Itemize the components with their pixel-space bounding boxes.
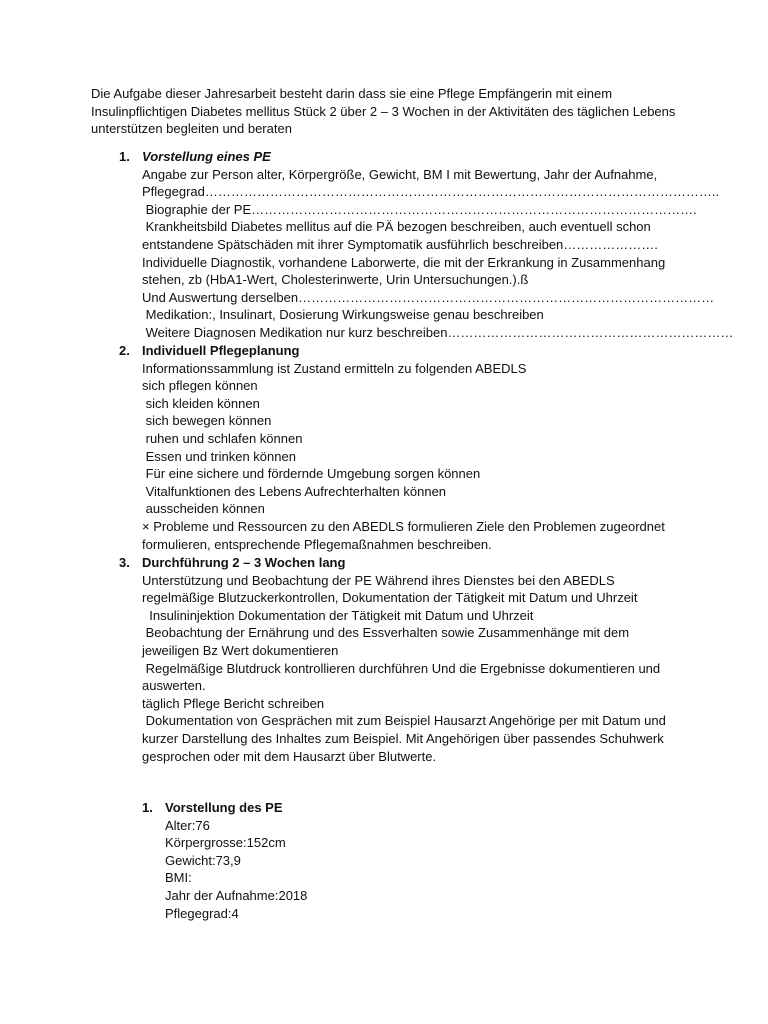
section-title: Durchführung 2 – 3 Wochen lang (142, 555, 346, 570)
section-line: jeweiligen Bz Wert dokumentieren (142, 642, 339, 658)
section-line: regelmäßige Blutzuckerkontrollen, Dokumentation der Tätigkeit mit Datum und Uhrzeit (142, 590, 638, 606)
section-line: Pflegegrad……………………………………………………………………………………………………….. (142, 184, 720, 200)
section-line: sich kleiden können (142, 395, 260, 411)
section-line: Krankheitsbild Diabetes mellitus auf die PÄ bezogen beschreiben, auch eventuell schon (142, 219, 651, 235)
patient-height: Körpergrosse:152cm (165, 835, 286, 851)
section-line: sich pflegen können (142, 378, 258, 394)
section-line: Medikation:, Insulinart, Dosierung Wirkungsweise genau beschreiben (142, 307, 544, 323)
section-number: 2. (119, 343, 130, 358)
section-line: Biographie der PE…………………………………………………………………………………………. (142, 201, 697, 217)
section-line: entstandene Spätschäden mit ihrer Symptomatik ausführlich beschreiben…………………. (142, 236, 658, 252)
patient-admission-year: Jahr der Aufnahme:2018 (165, 887, 308, 903)
section-number: 1. (119, 149, 130, 164)
section-line: Und Auswertung derselben…………………………………………………………………………………… (142, 289, 715, 305)
section-line: Beobachtung der Ernährung und des Essverhalten sowie Zusammenhänge mit dem (142, 625, 630, 641)
section-title: Vorstellung eines PE (142, 149, 271, 164)
section-number: 1. (142, 800, 153, 815)
section-line: Individuelle Diagnostik, vorhandene Laborwerte, die mit der Erkrankung in Zusammenhang (142, 254, 666, 270)
section-line: gesprochen oder mit dem Hausarzt über Blutwerte. (142, 748, 437, 764)
section-line: sich bewegen können (142, 413, 272, 429)
section-line: ruhen und schlafen können (142, 430, 303, 446)
section-line: Essen und trinken können (142, 448, 296, 464)
patient-weight: Gewicht:73,9 (165, 852, 241, 868)
patient-bmi: BMI: (165, 870, 192, 886)
section-line: Vitalfunktionen des Lebens Aufrechterhalten können (142, 483, 447, 499)
section-title: Individuell Pflegeplanung (142, 343, 300, 358)
section-line: Dokumentation von Gesprächen mit zum Beispiel Hausarzt Angehörige per mit Datum und (142, 713, 666, 729)
intro-line: Insulinpflichtigen Diabetes mellitus Stück 2 über 2 – 3 Wochen in der Aktivitäten des täglichen Lebens (91, 103, 676, 119)
section-line: × Probleme und Ressourcen zu den ABEDLS formulieren Ziele den Problemen zugeordnet (142, 518, 665, 534)
section-line: Informationssammlung ist Zustand ermitteln zu folgenden ABEDLS (142, 360, 527, 376)
patient-age: Alter:76 (165, 817, 210, 833)
patient-care-level: Pflegegrad:4 (165, 905, 239, 921)
section-line: Für eine sichere und fördernde Umgebung sorgen können (142, 466, 481, 482)
section-line: ausscheiden können (142, 501, 265, 517)
intro-paragraph (91, 85, 691, 138)
section-line: auswerten. (142, 678, 206, 694)
section-line: formulieren, entsprechende Pflegemaßnahmen beschreiben. (142, 536, 492, 552)
section-line: Weitere Diagnosen Medikation nur kurz beschreiben………………………………………………………… (142, 324, 734, 340)
section-line: täglich Pflege Bericht schreiben (142, 695, 325, 711)
section-line: stehen, zb (HbA1-Wert, Cholesterinwerte, Urin Untersuchungen.).ß (142, 272, 529, 288)
section-line: Angabe zur Person alter, Körpergröße, Gewicht, BM I mit Bewertung, Jahr der Aufnahme, (142, 166, 658, 182)
section-title: Vorstellung des PE (165, 800, 283, 815)
intro-line: Die Aufgabe dieser Jahresarbeit besteht darin dass sie eine Pflege Empfängerin mit einem (91, 86, 613, 101)
section-number: 3. (119, 555, 130, 570)
intro-line: unterstützen begleiten und beraten (91, 121, 292, 137)
section-line: Unterstützung und Beobachtung der PE Während ihres Dienstes bei den ABEDLS (142, 572, 615, 588)
section-line: Insulininjektion Dokumentation der Tätigkeit mit Datum und Uhrzeit (142, 607, 534, 623)
section-line: kurzer Darstellung des Inhaltes zum Beispiel. Mit Angehörigen über passendes Schuhwerk (142, 730, 664, 746)
section-line: Regelmäßige Blutdruck kontrollieren durchführen Und die Ergebnisse dokumentieren und (142, 660, 661, 676)
